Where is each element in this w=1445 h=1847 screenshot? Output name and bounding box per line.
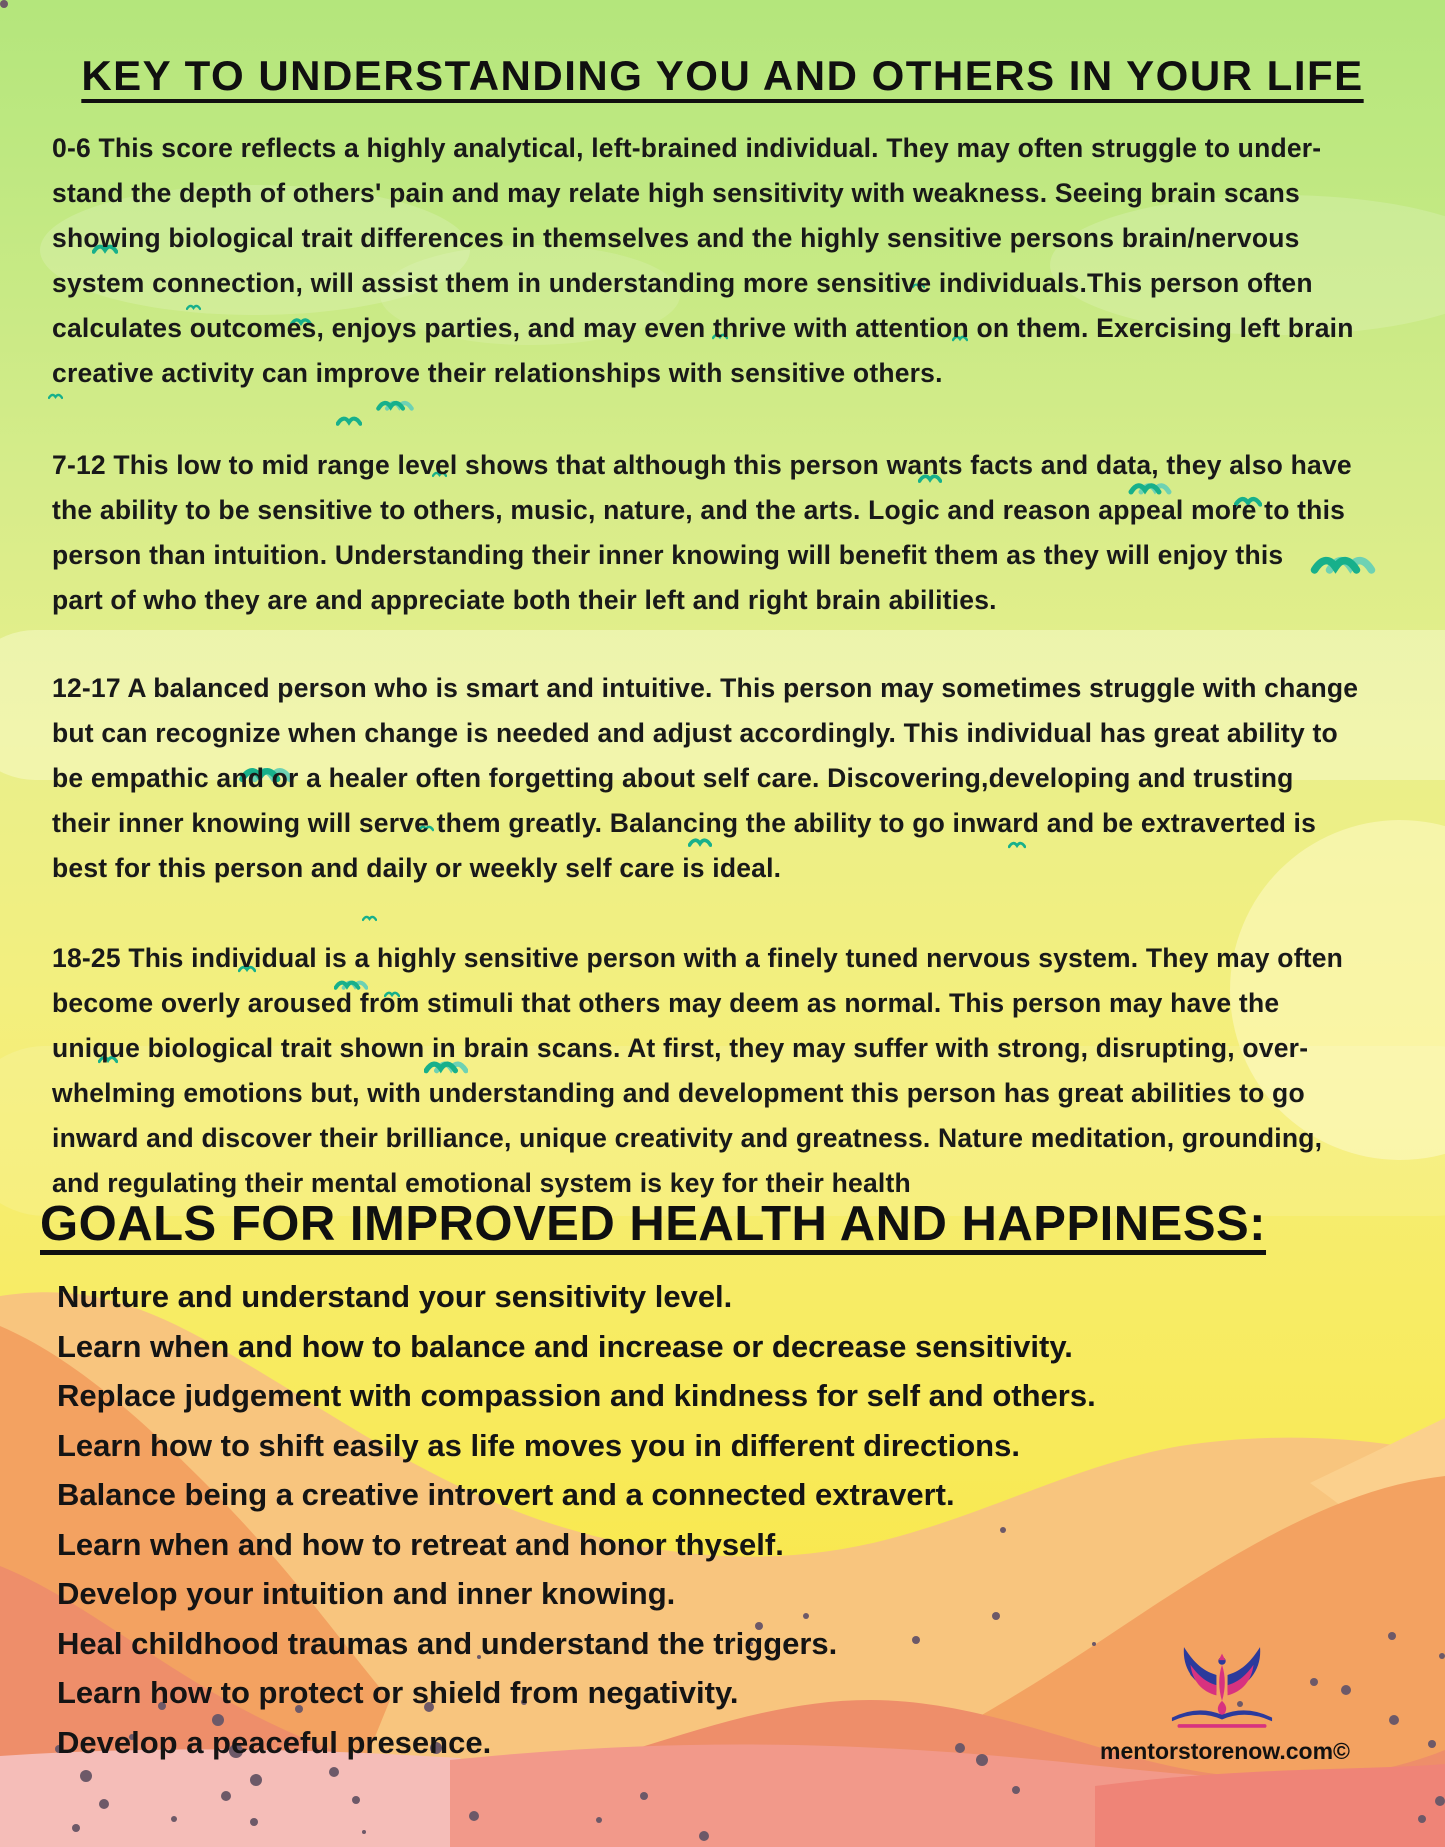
paragraph-line: creative activity can improve their relationships with sensitive others. [52, 358, 943, 388]
paragraph-line: and regulating their mental emotional system is key for their health [52, 1168, 911, 1198]
score-section-7-12 [52, 443, 1352, 623]
goals-heading: GOALS FOR IMPROVED HEALTH AND HAPPINESS: [40, 1197, 1267, 1251]
goal-item: Learn when and how to retreat and honor thyself. [57, 1526, 784, 1562]
phoenix-book-logo [1157, 1636, 1287, 1738]
paragraph-line: system connection, will assist them in understanding more sensitive individuals.This person often [52, 268, 1313, 298]
paragraph-line: the ability to be sensitive to others, music, nature, and the arts. Logic and reason appeal more to this [52, 495, 1346, 525]
paragraph-line: inward and discover their brilliance, unique creativity and greatness. Nature meditation, grounding, [52, 1123, 1323, 1153]
goal-item: Heal childhood traumas and understand the triggers. [57, 1625, 838, 1661]
paragraph-line: calculates outcomes, enjoys parties, and may even thrive with attention on them. Exercising left brain [52, 313, 1354, 343]
paragraph-line: unique biological trait shown in brain scans. At first, they may suffer with strong, disrupting, over- [52, 1033, 1309, 1063]
bird-icon [362, 914, 377, 922]
goal-item: Learn when and how to balance and increase or decrease sensitivity. [57, 1328, 1073, 1364]
paragraph-line: 0-6 This score reflects a highly analytical, left-brained individual. They may often struggle to under- [52, 133, 1322, 163]
paragraph-line: 12-17 A balanced person who is smart and intuitive. This person may sometimes struggle with change [52, 673, 1359, 703]
paragraph-line: 18-25 This individual is a highly sensitive person with a finely tuned nervous system. They may often [52, 943, 1344, 973]
goal-item: Balance being a creative introvert and a connected extravert. [57, 1477, 955, 1512]
paragraph-line: but can recognize when change is needed and adjust accordingly. This individual has great ability to [52, 718, 1338, 748]
goal-item: Develop your intuition and inner knowing. [57, 1576, 676, 1611]
goals-list [57, 1272, 1096, 1767]
paragraph-line: 7-12 This low to mid range level shows that although this person wants facts and data, they also have [52, 450, 1352, 480]
speckle-dots [0, 0, 8, 8]
goal-item: Learn how to shift easily as life moves you in different directions. [57, 1427, 1020, 1463]
paragraph-line: showing biological trait differences in themselves and the highly sensitive persons brain/nervous [52, 223, 1300, 253]
paragraph-line: best for this person and daily or weekly self care is ideal. [52, 853, 782, 883]
goal-item: Develop a peaceful presence. [57, 1724, 492, 1760]
paragraph-line: their inner knowing will serve them greatly. Balancing the ability to go inward and be extraverted is [52, 808, 1317, 838]
bird-icon [336, 414, 362, 427]
page-title: KEY TO UNDERSTANDING YOU AND OTHERS IN YOUR LIFE [81, 52, 1364, 99]
goal-item: Learn how to protect or shield from negativity. [57, 1675, 739, 1710]
paragraph-line: whelming emotions but, with understanding and development this person has great abilities to go [52, 1078, 1305, 1108]
goal-item: Replace judgement with compassion and kindness for self and others. [57, 1378, 1096, 1413]
goal-item: Nurture and understand your sensitivity level. [57, 1279, 733, 1314]
score-section-18-25 [52, 936, 1343, 1206]
bird-icon [376, 398, 414, 412]
score-section-0-6 [52, 126, 1354, 396]
paragraph-line: part of who they are and appreciate both their left and right brain abilities. [52, 585, 997, 615]
website-text: mentorstorenow.com© [1100, 1738, 1350, 1764]
paragraph-line: be empathic and or a healer often forgetting about self care. Discovering,developing and trusting [52, 763, 1294, 793]
paragraph-line: stand the depth of others' pain and may relate high sensitivity with weakness. Seeing brain scans [52, 178, 1300, 208]
paragraph-line: become overly aroused from stimuli that others may deem as normal. This person may have the [52, 988, 1280, 1018]
paragraph-line: person than intuition. Understanding their inner knowing will benefit them as they will enjoy this [52, 540, 1284, 570]
score-section-12-17 [52, 666, 1358, 891]
